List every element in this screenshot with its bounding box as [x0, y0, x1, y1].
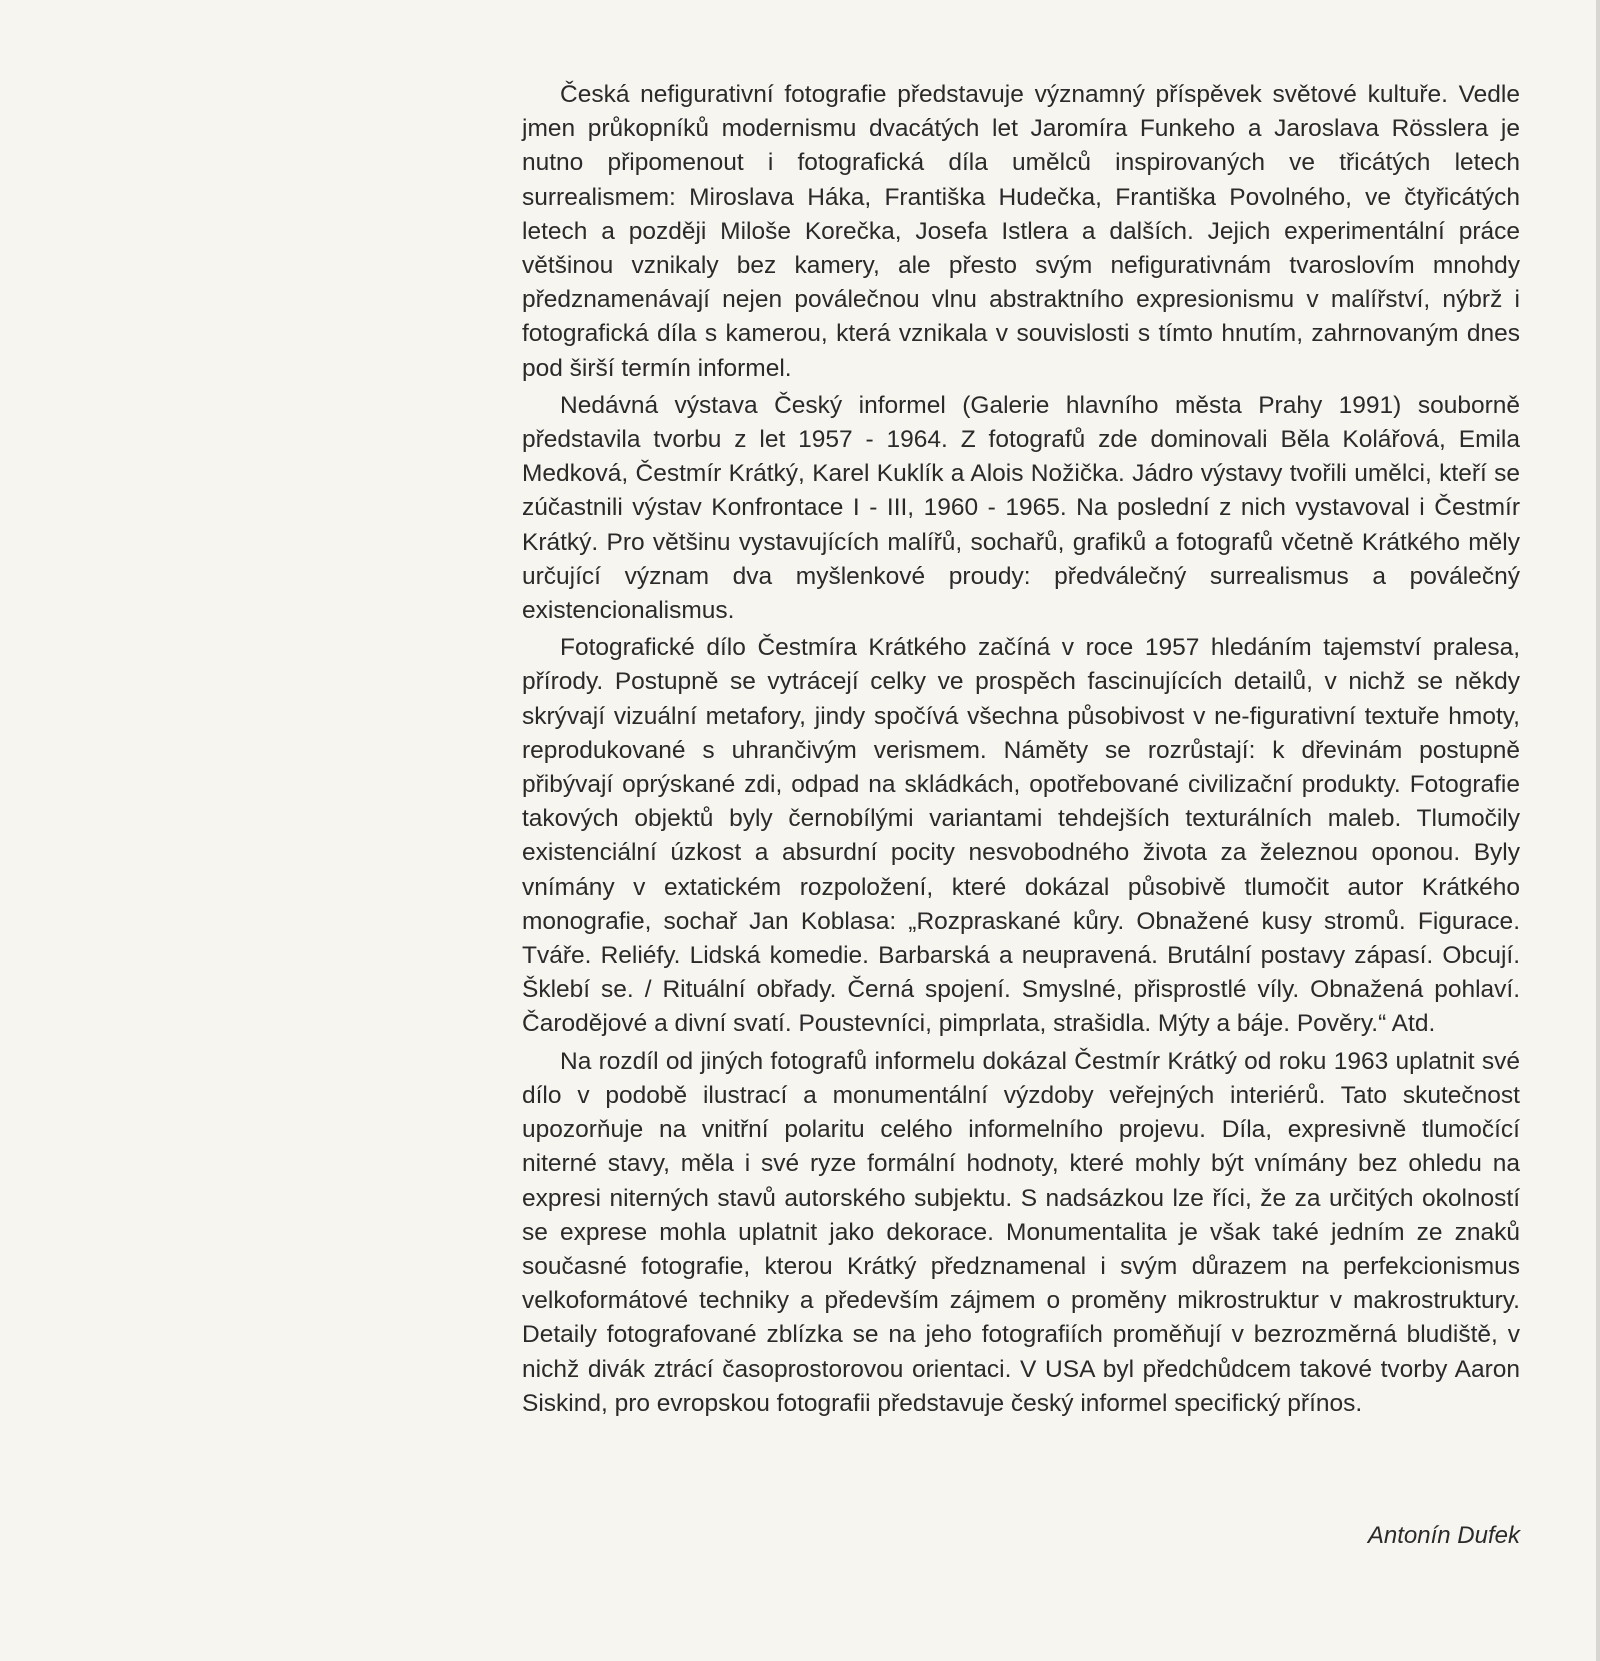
paragraph-2: Nedávná výstava Český informel (Galerie hlavního města Prahy 1991) souborně představila tvorbu z let 1957 - 1964. Z fotografů zde dominovali Běla Kolářová, Emila Medková, Čestmír Krátký, Karel Kuklík a Alois Nožička. Jádro výstavy tvořili umělci, kteří se zúčastnili výstav Konfrontace I - III, 1960 - 1965. Na poslední z nich vystavoval i Čestmír Krátký. Pro většinu vystavujících malířů, sochařů, grafiků a fotografů včetně Krátkého měly určující význam dva myšlenkové proudy: předválečný surrealismus a poválečný existencionalismus.: [522, 391, 1520, 625]
author-signature: Antonín Dufek: [1367, 1522, 1520, 1549]
paragraph-3: Fotografické dílo Čestmíra Krátkého začíná v roce 1957 hledáním tajemství pralesa, přírody. Postupně se vytrácejí celky ve prospěch fascinujících detailů, v nichž se někdy skrývají vizuální metafory, jindy spočívá všechna působivost v ne-figurativní textuře hmoty, reprodukované s uhrančivým verismem. Náměty se rozrůstají: k dřevinám postupně přibývají oprýskané zdi, odpad na skládkách, opotřebované civilizační produkty. Fotografie takových objektů byly černobílými variantami tehdejších texturálních maleb. Tlumočily existenciální úzkost a absurdní pocity nesvobodného života za železnou oponou. Byly vnímány v extatickém rozpoložení, které dokázal působivě tlumočit autor Krátkého monografie, sochař Jan Koblasa: „Rozpraskané kůry. Obnažené kusy stromů. Figurace. Tváře. Reliéfy. Lidská komedie. Barbarská a neupravená. Brutální postavy zápasí. Obcují. Šklebí se. / Rituální obřady. Černá spojení. Smyslné, přisprostlé víly. Obnažená pohlaví. Čarodějové a divní svatí. Poustevníci, pimprlata, strašidla. Mýty a báje. Pověry.“ Atd.: [522, 634, 1520, 1038]
paragraph-1: Česká nefigurativní fotografie představuje významný příspěvek světové kultuře. Vedle jmen průkopníků modernismu dvacátých let Jaromíra Funkeho a Jaroslava Rösslera je nutno připomenout i fotografická díla umělců inspirovaných ve třicátých letech surrealismem: Miroslava Háka, Františka Hudečka, Františka Povolného, ve čtyřicátých letech a později Miloše Korečka, Josefa Istlera a dalších. Jejich experimentální práce většinou vznikaly bez kamery, ale přesto svým nefigurativnám tvaroslovím mnohdy předznamenávají nejen poválečnou vlnu abstraktního expresionismu v malířství, nýbrž i fotografická díla s kamerou, která vznikala v souvislosti s tímto hnutím, zahrnovaným dnes pod širší termín informel.: [522, 81, 1520, 382]
page-edge: [1596, 0, 1600, 1661]
article-body: [522, 78, 1520, 1424]
paragraph-4: Na rozdíl od jiných fotografů informelu dokázal Čestmír Krátký od roku 1963 uplatnit své dílo v podobě ilustrací a monumentální výzdoby veřejných interiérů. Tato skutečnost upozorňuje na vnitřní polaritu celého informelního projevu. Díla, expresivně tlumočící niterné stavy, měla i své ryze formální hodnoty, které mohly být vnímány bez ohledu na expresi niterných stavů autorského subjektu. S nadsázkou lze říci, že za určitých okolností se exprese mohla uplatnit jako dekorace. Monumentalita je však také jedním ze znaků současné fotografie, kterou Krátký předznamenal i svým důrazem na perfekcionismus velkoformátové techniky a především zájmem o proměny mikrostruktur v makrostruktury. Detaily fotografované zblízka se na jeho fotografiích proměňují v bezrozměrná bludiště, v nichž divák ztrácí časoprostorovou orientaci. V USA byl předchůdcem takové tvorby Aaron Siskind, pro evropskou fotografii představuje český informel specifický přínos.: [522, 1047, 1520, 1417]
